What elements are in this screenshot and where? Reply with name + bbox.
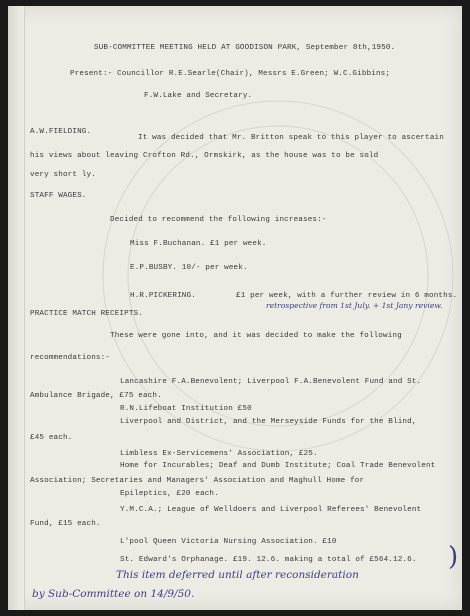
receipts-line-1: These were gone into, and it was decided to make the following	[110, 332, 402, 340]
handwritten-bracket: )	[448, 542, 459, 572]
staff-wages-heading: STAFF WAGES.	[30, 192, 87, 200]
staff-wages-intro: Decided to recommend the following increases:-	[110, 216, 327, 224]
present-line-1: Present:- Councillor R.E.Searle(Chair), Messrs E.Green; W.C.Gibbins;	[70, 70, 391, 78]
handwritten-retrospective-note: retrospective from 1st July. + 1st Jany review.	[266, 301, 443, 310]
recommendation-4: Limbless Ex-Servicemens' Association, £25.	[120, 450, 318, 458]
meeting-title: SUB-COMMITTEE MEETING HELD AT GOODISON PARK, September 8th,1950.	[94, 44, 396, 52]
fielding-line-3: very short ly.	[30, 171, 96, 179]
present-line-2: F.W.Lake and Secretary.	[144, 92, 253, 100]
recommendation-5-line-2: Association; Secretaries and Managers' Association and Maghull Home for	[30, 477, 365, 485]
handwritten-deferral-note-line-2: by Sub-Committee on 14/9/50.	[32, 588, 195, 600]
recommendation-6-line-2: Fund, £15 each.	[30, 520, 101, 528]
fielding-heading: A.W.FIELDING.	[30, 128, 92, 136]
practice-receipts-heading: PRACTICE MATCH RECEIPTS.	[30, 310, 143, 318]
wage-item-busby: E.P.BUSBY. 10/- per week.	[130, 264, 248, 272]
recommendation-6-line-1: Y.M.C.A.; League of Welldoers and Liverpool Referees' Benevolent	[120, 506, 422, 514]
recommendation-2: R.N.Lifeboat Institution £50	[120, 405, 252, 413]
binding-edge	[8, 6, 25, 610]
fielding-line-1: It was decided that Mr. Britton speak to this player to ascertain	[138, 134, 444, 142]
fielding-line-2: his views about leaving Crofton Rd., Ormskirk, as the house was to be sold	[30, 152, 379, 160]
recommendation-1-line-1: Lancashire F.A.Benevolent; Liverpool F.A.Benevolent Fund and St.	[120, 378, 422, 386]
recommendation-5-line-1: Home for Incurables; Deaf and Dumb Institute; Coal Trade Benevolent	[120, 462, 436, 470]
recommendation-1-line-2: Ambulance Brigade, £75 each.	[30, 392, 162, 400]
recommendation-8: St. Edward's Orphanage. £19. 12.6. making a total of £564.12.6.	[120, 556, 417, 564]
recommendation-3-line-2: £45 each.	[30, 434, 73, 442]
wage-item-buchanan: Miss F.Buchanan. £1 per week.	[130, 240, 267, 248]
handwritten-deferral-note-line-1: This item deferred until after reconsideration	[116, 569, 359, 581]
wage-item-pickering-name: H.R.PICKERING.	[130, 292, 196, 300]
recommendation-7: L'pool Queen Victoria Nursing Association. £10	[120, 538, 337, 546]
receipts-line-2: recommendations:-	[30, 354, 111, 362]
wage-item-pickering-text: £1 per week, with a further review in 6 months.	[236, 292, 458, 300]
recommendation-3-line-1: Liverpool and District, and the Merseyside Funds for the Blind,	[120, 418, 417, 426]
document-page	[8, 6, 462, 610]
recommendation-5-line-3: Epileptics, £20 each.	[120, 490, 219, 498]
